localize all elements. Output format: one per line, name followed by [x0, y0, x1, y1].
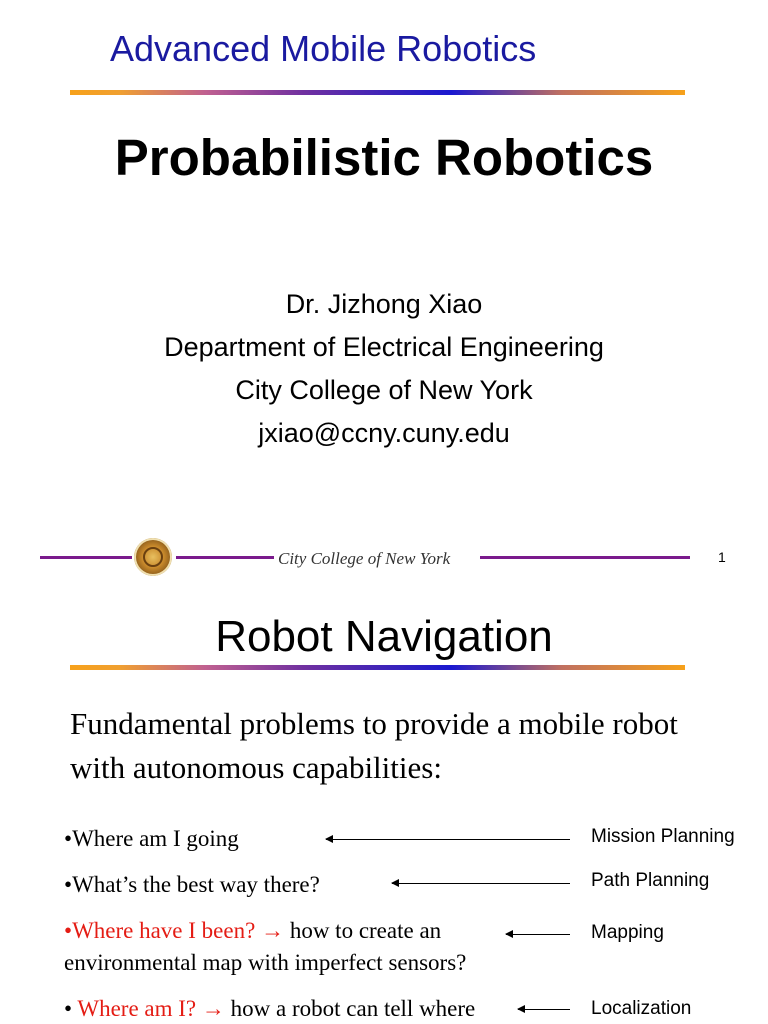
item-label: Mission Planning: [591, 826, 735, 847]
page-number: 1: [718, 549, 726, 565]
footer-line-middle: [176, 556, 274, 559]
item-label: Path Planning: [591, 870, 710, 891]
email-address: jxiao@ccny.cuny.edu: [258, 418, 510, 448]
arrow-left-icon: [326, 839, 570, 840]
list-item: •Where am I going: [64, 826, 239, 851]
item-label: Mapping: [591, 922, 664, 943]
title-divider: [70, 90, 685, 95]
list-item: • Where am I? → how a robot can tell where: [64, 996, 476, 1021]
list-item: •Where have I been? → how to create an: [64, 918, 442, 943]
list-item-continuation: environmental map with imperfect sensors?: [64, 950, 467, 975]
arrow-left-icon: [392, 883, 570, 884]
slide-title: Probabilistic Robotics: [114, 129, 654, 186]
footer-text: City College of New York: [278, 549, 451, 568]
footer-line-left: [40, 556, 132, 559]
institution-name: City College of New York: [235, 375, 533, 405]
footer-line-right: [480, 556, 690, 559]
arrow-right-icon: →: [261, 918, 285, 943]
title-divider: [70, 665, 685, 670]
list-item: •What’s the best way there?: [64, 872, 320, 897]
slide-title: Robot Navigation: [215, 612, 553, 661]
author-name: Dr. Jizhong Xiao: [285, 289, 483, 319]
course-title: Advanced Mobile Robotics: [110, 28, 537, 69]
item-label: Localization: [591, 998, 692, 1019]
arrow-right-icon: →: [201, 996, 225, 1021]
intro-text: Fundamental problems to provide a mobile robot with autonomous capabilities:: [70, 706, 678, 785]
arrow-left-icon: [518, 1009, 570, 1010]
arrow-left-icon: [506, 934, 570, 935]
college-seal-icon: [134, 538, 172, 576]
department-name: Department of Electrical Engineering: [164, 332, 604, 362]
